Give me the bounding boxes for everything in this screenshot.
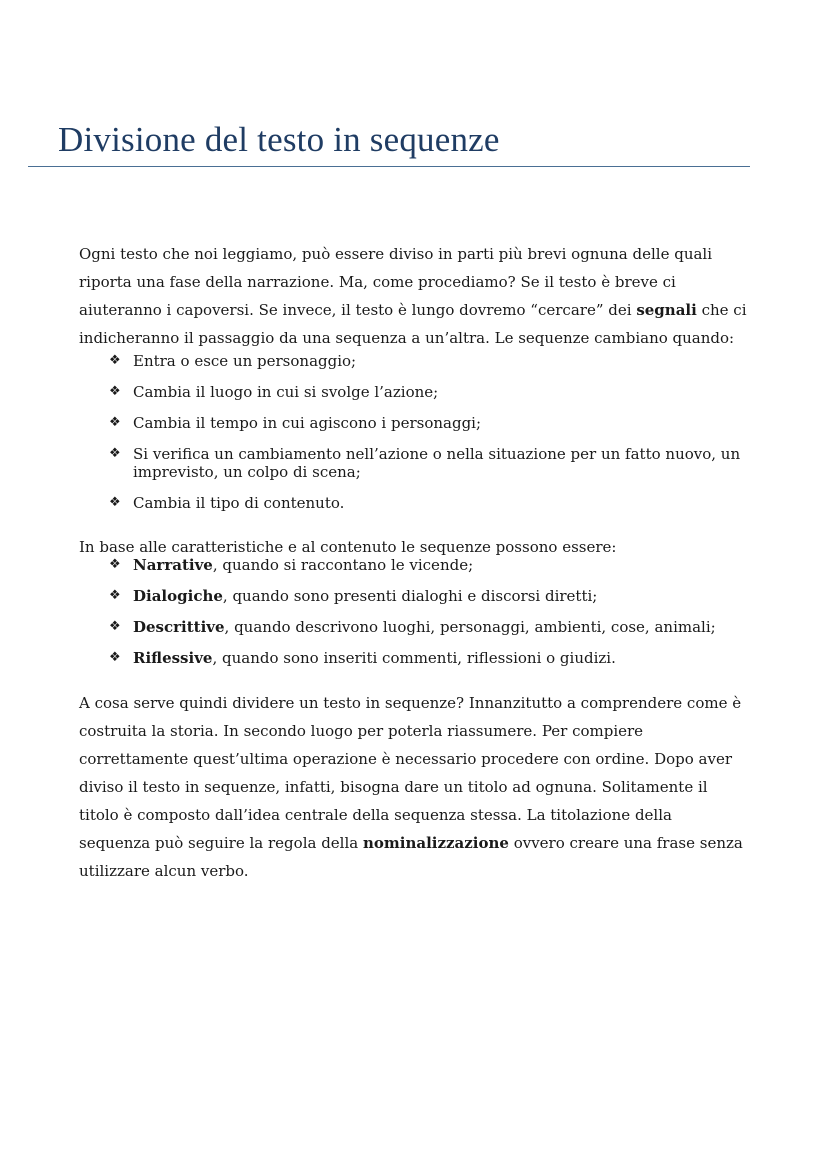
type-desc: , quando si raccontano le vicende; [212, 556, 474, 574]
page-title: Divisione del testo in sequenze [58, 120, 500, 159]
conclusion-text-end: ovvero creare una frase senza utilizzare alcun verbo. [79, 834, 743, 880]
diamond-bullet-icon: ❖ [109, 384, 121, 399]
diamond-bullet-icon: ❖ [109, 557, 121, 572]
list-item [79, 445, 747, 481]
intro-bold-term: segnali [636, 301, 697, 319]
list-item-text: Cambia il tipo di contenuto. [133, 494, 345, 512]
list-item [79, 587, 747, 605]
diamond-bullet-icon: ❖ [109, 446, 121, 461]
list-item [79, 383, 747, 401]
diamond-bullet-icon: ❖ [109, 353, 121, 368]
type-term: Descrittive [133, 618, 225, 636]
type-term: Narrative [133, 556, 213, 574]
diamond-bullet-icon: ❖ [109, 650, 121, 665]
list-item [79, 556, 747, 574]
list-item [79, 414, 747, 432]
list-item [79, 649, 747, 667]
diamond-bullet-icon: ❖ [109, 588, 121, 603]
list-item [79, 618, 747, 636]
diamond-bullet-icon: ❖ [109, 619, 121, 634]
list-item-text: Si verifica un cambiamento nell’azione o nella situazione per un fatto nuovo, un imprevisto, un colpo di scena; [133, 445, 741, 481]
list-item-text: Entra o esce un personaggio; [133, 352, 357, 370]
list-item [79, 352, 747, 370]
list-item-text: Cambia il luogo in cui si svolge l’azione; [133, 383, 439, 401]
intro-paragraph [79, 240, 747, 352]
type-desc: , quando descrivono luoghi, personaggi, ambienti, cose, animali; [224, 618, 716, 636]
title-divider [28, 166, 750, 167]
type-desc: , quando sono presenti dialoghi e discorsi diretti; [222, 587, 598, 605]
document-body [79, 240, 747, 885]
conclusion-paragraph [79, 689, 747, 885]
conclusion-bold-term: nominalizzazione [362, 834, 509, 852]
sequence-types-list [79, 556, 747, 667]
type-desc: , quando sono inseriti commenti, riflessioni o giudizi. [212, 649, 616, 667]
diamond-bullet-icon: ❖ [109, 415, 121, 430]
sequence-change-list [79, 352, 747, 512]
type-term: Dialogiche [133, 587, 223, 605]
types-intro: In base alle caratteristiche e al contenuto le sequenze possono essere: [79, 538, 617, 556]
conclusion-text-start: A cosa serve quindi dividere un testo in sequenze? Innanzitutto a comprendere come è costruita la storia. In secondo luogo per poterla riassumere. Per compiere correttamente quest’ultima operazione è necessario procedere con ordine. Dopo aver diviso il testo in sequenze, infatti, bisogna dare un titolo ad ognuna. Solitamente il titolo è composto dall’idea centrale della sequenza stessa. La titolazione della sequenza può seguire la regola della [79, 694, 742, 852]
diamond-bullet-icon: ❖ [109, 495, 121, 510]
intro-text-start: Ogni testo che noi leggiamo, può essere diviso in parti più brevi ognuna delle quali riporta una fase della narrazione. Ma, come procediamo? Se il testo è breve ci aiuteranno i capoversi. Se invece, il testo è lungo dovremo “cercare” dei [79, 245, 713, 319]
list-item-text: Cambia il tempo in cui agiscono i personaggi; [133, 414, 482, 432]
intro-text-end: che ci indicheranno il passaggio da una sequenza a un’altra. Le sequenze cambiano quando: [79, 301, 747, 347]
list-item [79, 494, 747, 512]
type-term: Riflessive [133, 649, 213, 667]
